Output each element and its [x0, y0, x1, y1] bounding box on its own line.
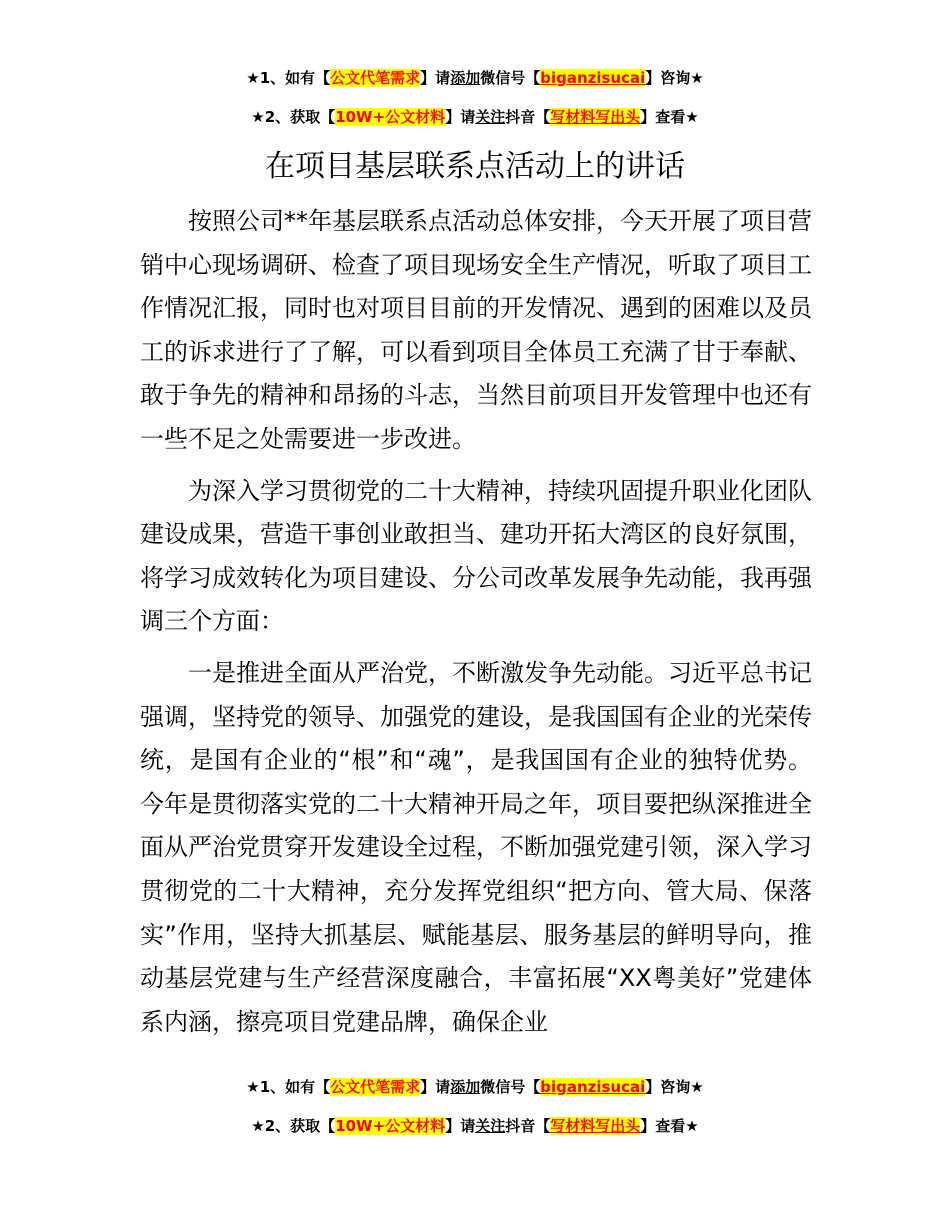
banner-bottom-line-1	[0, 1076, 950, 1098]
banner-text: 】咨询★	[645, 1078, 704, 1096]
banner-emphasis: 关注	[475, 1117, 506, 1135]
banner-text: 】请	[420, 1078, 451, 1096]
banner-text: 】请	[445, 108, 476, 126]
banner-bottom-line-2	[0, 1115, 950, 1137]
banner-emphasis: 添加	[450, 69, 481, 87]
wechat-id-highlight: biganzisucai	[540, 1078, 646, 1096]
banner-highlight: 10W+公文材料	[335, 1117, 446, 1135]
document-body	[140, 200, 812, 1052]
banner-text: 】咨询★	[645, 69, 704, 87]
banner-text: 抖音【	[505, 1117, 551, 1135]
banner-highlight: 公文代笔需求	[330, 69, 421, 87]
paragraph-2: 为深入学习贯彻党的二十大精神，持续巩固提升职业化团队建设成果，营造干事创业敢担当、建功开拓大湾区的良好氛围，将学习成效转化为项目建设、分公司改革发展争先动能，我再强调三个方面：	[140, 476, 812, 636]
banner-text: 】查看★	[640, 108, 699, 126]
document-title: 在项目基层联系点活动上的讲话	[265, 149, 685, 184]
banner-emphasis: 添加	[450, 1078, 481, 1096]
banner-text: ★1、如有【	[246, 69, 331, 87]
douyin-account-highlight: 写材料写出头	[550, 108, 641, 126]
paragraph-1: 按照公司**年基层联系点活动总体安排，今天开展了项目营销中心现场调研、检查了项目现场安全生产情况，听取了项目工作情况汇报，同时也对项目目前的开发情况、遇到的困难以及员工的诉求进行了了解，可以看到项目全体员工充满了甘于奉献、敢于争先的精神和昂扬的斗志，当然目前项目开发管理中也还有一些不足之处需要进一步改进。	[140, 207, 812, 453]
banner-text: 】请	[445, 1117, 476, 1135]
banner-highlight: 10W+公文材料	[335, 108, 446, 126]
banner-text: 】查看★	[640, 1117, 699, 1135]
banner-text: ★2、获取【	[251, 108, 336, 126]
douyin-account-highlight: 写材料写出头	[550, 1117, 641, 1135]
banner-highlight: 公文代笔需求	[330, 1078, 421, 1096]
banner-text: 微信号【	[480, 1078, 541, 1096]
banner-top-line-1	[0, 67, 950, 89]
banner-text: 】请	[420, 69, 451, 87]
banner-text: 抖音【	[505, 108, 551, 126]
banner-text: ★1、如有【	[246, 1078, 331, 1096]
banner-text: 微信号【	[480, 69, 541, 87]
banner-emphasis: 关注	[475, 108, 506, 126]
banner-text: ★2、获取【	[251, 1117, 336, 1135]
wechat-id-highlight: biganzisucai	[540, 69, 646, 87]
paragraph-3: 一是推进全面从严治党，不断激发争先动能。习近平总书记强调，坚持党的领导、加强党的建设，是我国国有企业的光荣传统，是国有企业的“根”和“魂”，是我国国有企业的独特优势。今年是贯彻落实党的二十大精神开局之年，项目要把纵深推进全面从严治党贯穿开发建设全过程，不断加强党建引领，深入学习贯彻党的二十大精神，充分发挥党组织“把方向、管大局、保落实”作用，坚持大抓基层、赋能基层、服务基层的鲜明导向，推动基层党建与生产经营深度融合，丰富拓展“XX粤美好”党建体系内涵，擦亮项目党建品牌，确保企业	[140, 658, 812, 1036]
banner-top-line-2	[0, 106, 950, 128]
